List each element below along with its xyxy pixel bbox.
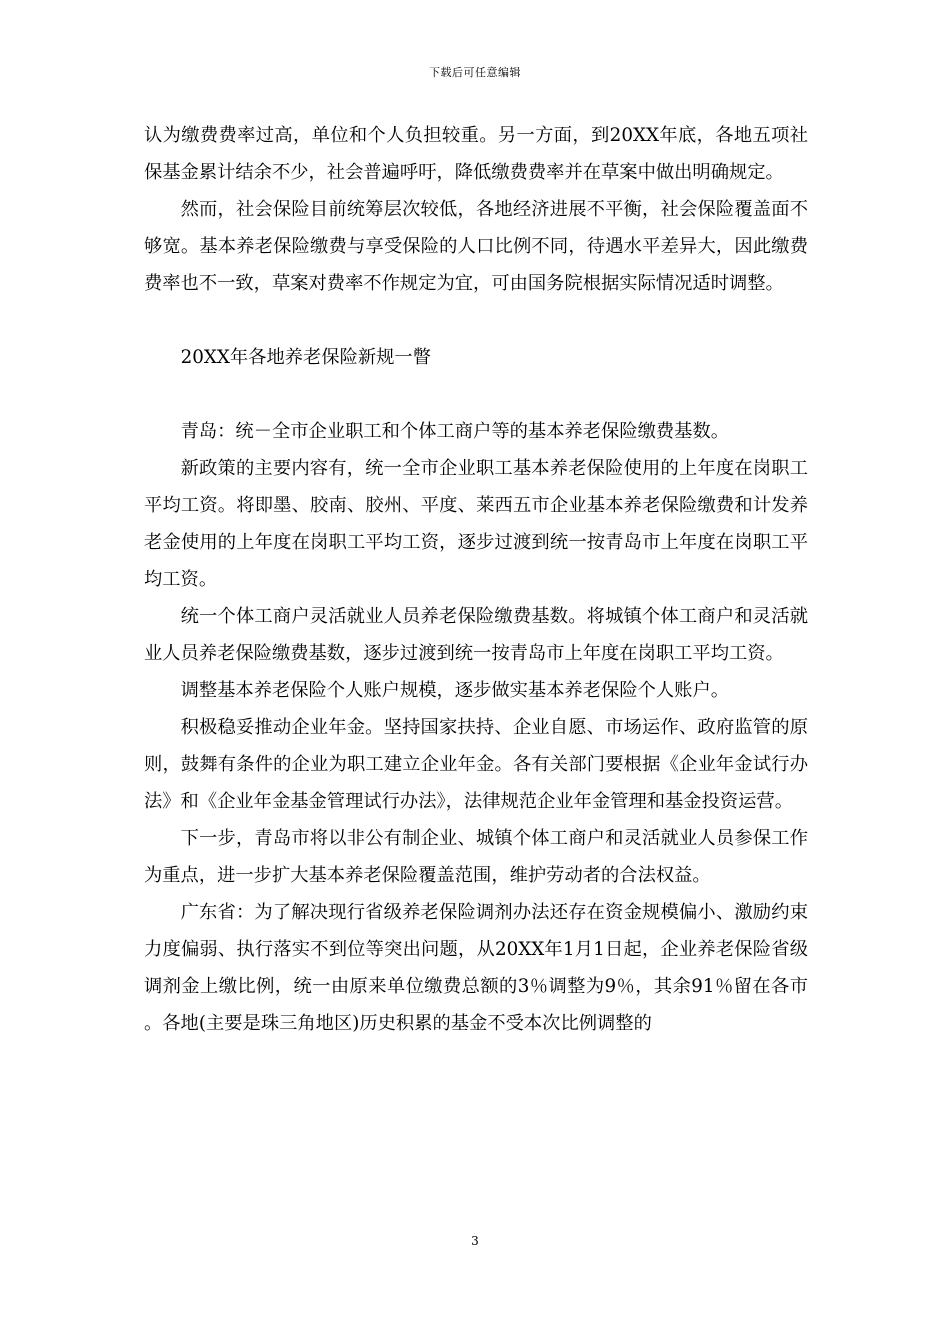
paragraph-qingdao-policy: 新政策的主要内容有，统一全市企业职工基本养老保险使用的上年度在岗职工平均工资。将即墨、胶南、胶州、平度、莱西五市企业基本养老保险缴费和计发养老金使用的上年度在岗职工平均工资，逐步过渡到统一按青岛市上年度在岗职工平均工资。 — [144, 458, 808, 590]
paragraph-qingdao-intro: 青岛：统－全市企业职工和个体工商户等的基本养老保险缴费基数。 — [180, 421, 730, 442]
paragraph-qingdao-account: 调整基本养老保险个人账户规模，逐步做实基本养老保险个人账户。 — [180, 680, 730, 701]
paragraph-qingdao-base: 统一个体工商户灵活就业人员养老保险缴费基数。将城镇个体工商户和灵活就业人员养老保险缴费基数，逐步过渡到统一按青岛市上年度在岗职工平均工资。 — [144, 606, 808, 664]
page-header-note: 下载后可任意编辑 — [429, 66, 521, 79]
document-body — [144, 117, 808, 1042]
paragraph-qingdao-annuity: 积极稳妥推动企业年金。坚持国家扶持、企业自愿、市场运作、政府监管的原则，鼓舞有条件的企业为职工建立企业年金。各有关部门要根据《企业年金试行办法》和《企业年金基金管理试行办法》，法律规范企业年金管理和基金投资运营。 — [144, 717, 808, 812]
paragraph-qingdao-next-step: 下一步，青岛市将以非公有制企业、城镇个体工商户和灵活就业人员参保工作为重点，进一步扩大基本养老保险覆盖范围，维护劳动者的合法权益。 — [144, 828, 808, 886]
page-number: 3 — [471, 1234, 479, 1248]
paragraph-guangdong: 广东省：为了解决现行省级养老保险调剂办法还存在资金规模偏小、激励约束力度偏弱、执行落实不到位等突出问题，从20XX年1月1日起，企业养老保险省级调剂金上缴比例，统一由原来单位缴费总额的3％调整为9％，其余91％留在各市。各地(主要是珠三角地区)历史积累的基金不受本次比例调整的 — [144, 902, 808, 1034]
paragraph-continued: 认为缴费费率过高，单位和个人负担较重。另一方面，到20XX年底，各地五项社保基金累计结余不少，社会普遍呼吁，降低缴费费率并在草案中做出明确规定。 — [144, 125, 808, 183]
paragraph-rate-adjustment: 然而，社会保险目前统筹层次较低，各地经济进展不平衡，社会保险覆盖面不够宽。基本养老保险缴费与享受保险的人口比例不同，待遇水平差异大，因此缴费费率也不一致，草案对费率不作规定为宜，可由国务院根据实际情况适时调整。 — [144, 199, 808, 294]
section-heading: 20XX年各地养老保险新规一瞥 — [180, 347, 431, 368]
